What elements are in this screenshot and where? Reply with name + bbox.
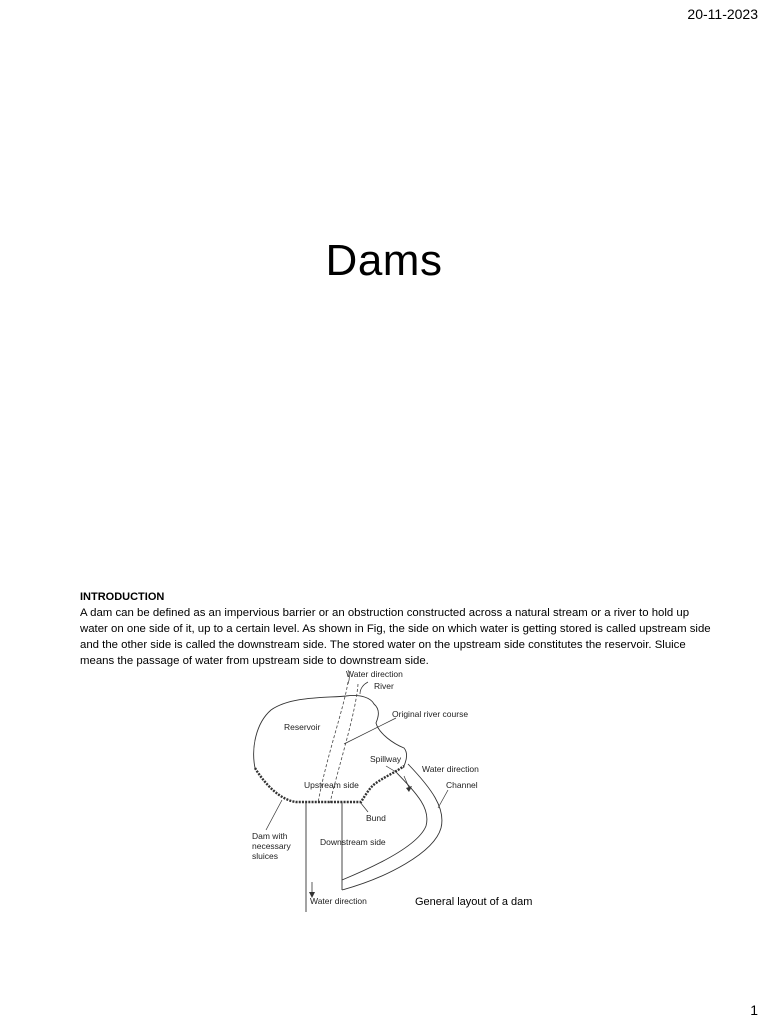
label-dam-line1: Dam with (252, 831, 288, 841)
label-upstream-side: Upstream side (304, 780, 359, 790)
label-dam-line2: necessary (252, 841, 291, 851)
label-reservoir: Reservoir (284, 722, 321, 732)
dam-pointer (266, 800, 282, 830)
label-water-direction-right: Water direction (422, 764, 479, 774)
introduction-heading: INTRODUCTION (80, 591, 165, 603)
label-water-direction-top: Water direction (346, 669, 403, 679)
dam-layout-diagram (246, 668, 502, 916)
channel-pointer (438, 790, 448, 808)
river-arrow-right (360, 682, 368, 694)
spillway-pointer (386, 766, 396, 772)
label-downstream-side: Downstream side (320, 837, 386, 847)
label-channel: Channel (446, 780, 478, 790)
label-bund: Bund (366, 813, 386, 823)
introduction-section (80, 589, 720, 669)
label-river: River (374, 681, 394, 691)
label-original-river-course: Original river course (392, 709, 469, 719)
label-dam-line3: sluices (252, 851, 278, 861)
label-spillway: Spillway (370, 754, 402, 764)
slide-title: Dams (325, 236, 443, 285)
page-number: 1 (750, 1002, 758, 1018)
label-water-direction-bottom: Water direction (310, 896, 367, 906)
introduction-body: A dam can be defined as an impervious barrier or an obstruction constructed across a natural stream or a river to hold up water on one side of it, up to a certain level. As shown in Fig, the side on which water is getting stored is called upstream side and the other side is called the downstream side. The stored water on the upstream side constitutes the reservoir. Sluice means the passage of water from upstream side to downstream side. (80, 607, 711, 667)
bund-pointer (360, 802, 368, 812)
figure-caption: General layout of a dam (415, 896, 533, 908)
slide-date: 20-11-2023 (687, 6, 758, 22)
original-course-pointer (344, 718, 396, 744)
